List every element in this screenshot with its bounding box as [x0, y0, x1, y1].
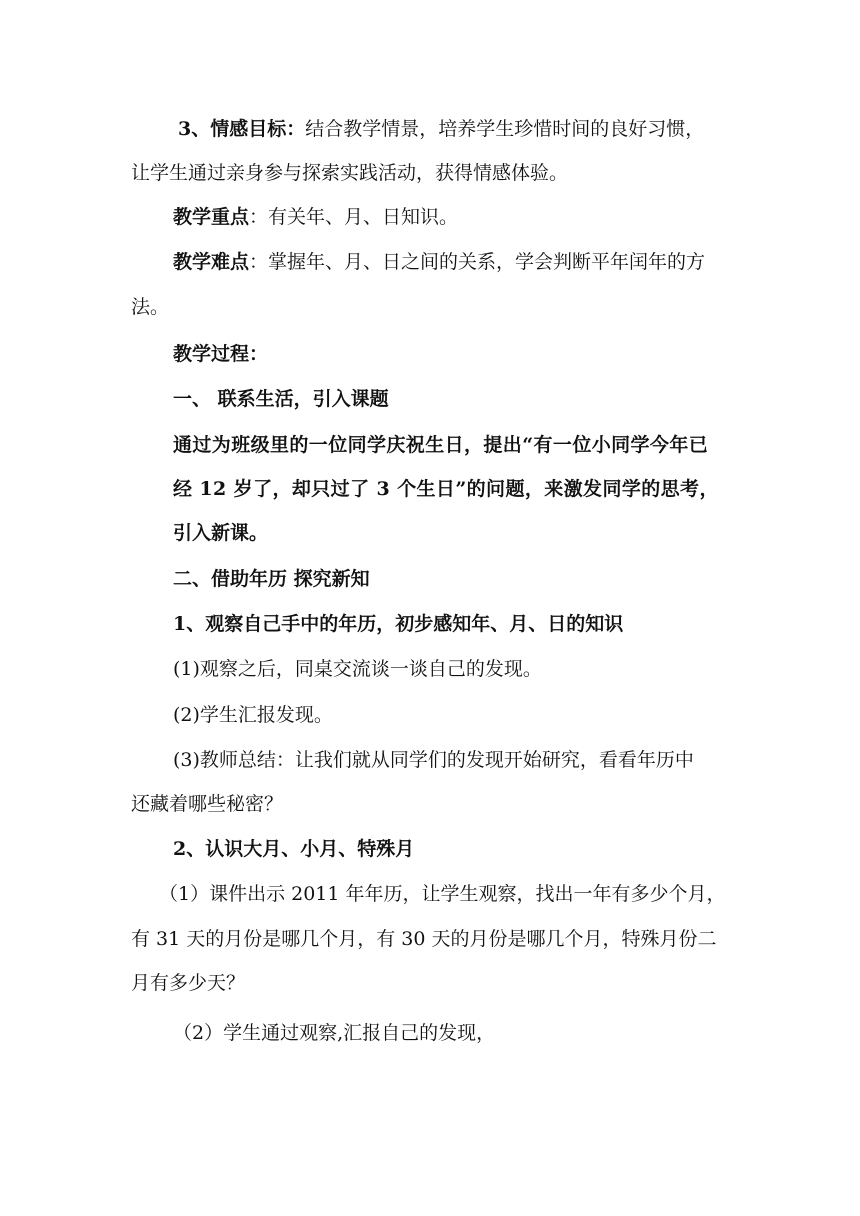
part1-para-line2: 经 12 岁了，却只过了 3 个生日”的问题，来激发同学的思考， — [173, 478, 719, 500]
key-point-text: ：有关年、月、日知识。 — [249, 206, 459, 228]
part1-para-line1: 通过为班级里的一位同学庆祝生日，提出“有一位小同学今年已 — [173, 434, 709, 456]
difficulty-text-line1: ：掌握年、月、日之间的关系，学会判断平年闰年的方 — [249, 251, 706, 273]
difficulty-text-line2: 法。 — [131, 296, 170, 318]
part2-sub2-heading: 2、认识大月、小月、特殊月 — [173, 838, 415, 860]
difficulty-label: 教学难点 — [173, 251, 250, 273]
part2-heading: 二、借助年历 探究新知 — [173, 568, 370, 590]
part2-sub2-item1-line2: 有 31 天的月份是哪几个月，有 30 天的月份是哪几个月，特殊月份二 — [131, 928, 717, 950]
section3-heading: 3、情感目标： — [178, 118, 306, 140]
part1-para-line3: 引入新课。 — [173, 522, 269, 544]
difficulty-line1 — [173, 250, 705, 274]
part2-sub1-item1: (1)观察之后，同桌交流谈一谈自己的发现。 — [173, 658, 542, 680]
process-heading: 教学过程： — [173, 343, 269, 365]
part2-sub2-item1-line1: （1）课件出示 2011 年年历，让学生观察，找出一年有多少个月， — [159, 883, 726, 905]
part2-sub2-item2: （2）学生通过观察,汇报自己的发现， — [173, 1022, 496, 1044]
part2-sub2-item1-line3: 月有多少天？ — [131, 972, 246, 994]
part2-sub1-item2: (2)学生汇报发现。 — [173, 704, 333, 726]
part2-sub1-item3-line1: (3)教师总结：让我们就从同学们的发现开始研究，看看年历中 — [173, 749, 694, 771]
section3-line1 — [178, 117, 704, 141]
section3-text-line1: 结合教学情景，培养学生珍惜时间的良好习惯， — [305, 118, 705, 140]
part2-sub1-item3-line2: 还藏着哪些秘密？ — [131, 793, 284, 815]
key-point-line — [173, 205, 458, 229]
key-point-label: 教学重点 — [173, 206, 250, 228]
section3-text-line2: 让学生通过亲身参与探索实践活动，获得情感体验。 — [131, 162, 569, 184]
part1-heading: 一、 联系生活，引入课题 — [173, 388, 389, 410]
part2-sub1-heading: 1、观察自己手中的年历，初步感知年、月、日的知识 — [173, 613, 624, 635]
